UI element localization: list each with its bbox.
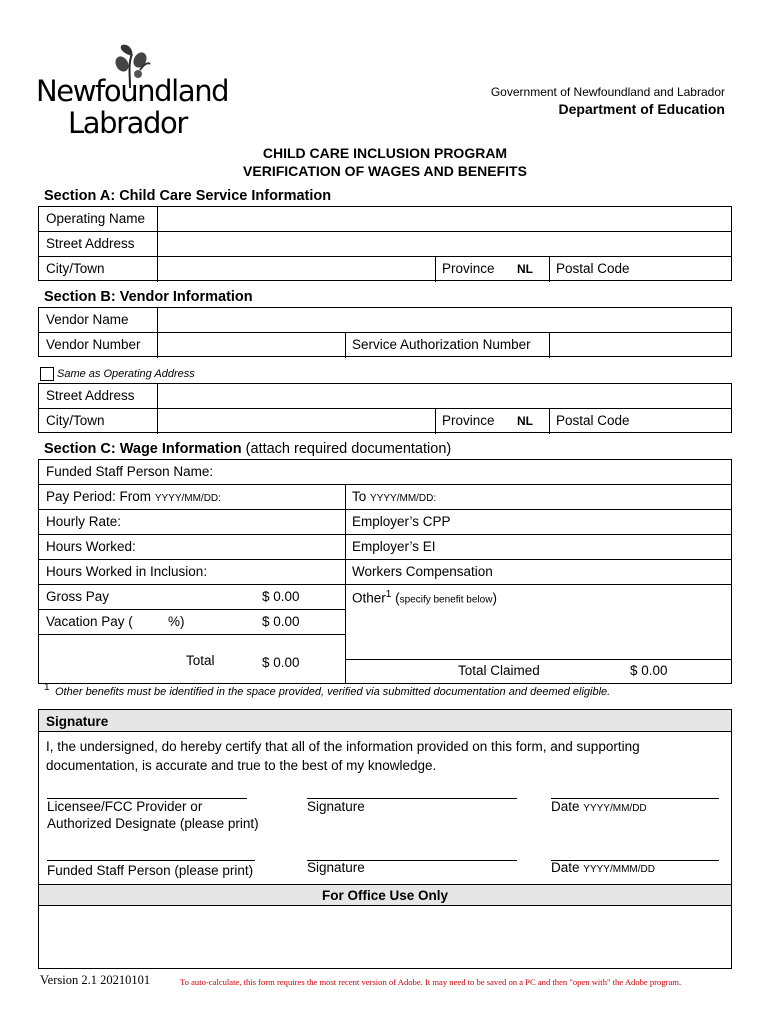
pay-period-from-label xyxy=(39,485,228,509)
logo-newfoundland: Newfoundland xyxy=(36,74,229,108)
licensee-label-2: Authorized Designate (please print) xyxy=(47,816,259,831)
hourly-rate-label: Hourly Rate: xyxy=(46,514,122,529)
vendor-postal-input[interactable] xyxy=(639,413,725,428)
vendor-city-label: City/Town xyxy=(46,413,105,428)
service-auth-input[interactable] xyxy=(555,337,725,352)
date-text-2: Date xyxy=(551,860,580,875)
date-format-2: YYYY/MMM/DD xyxy=(583,864,655,875)
pay-period-to-input[interactable] xyxy=(449,489,719,504)
vendor-province-value: NL xyxy=(517,414,533,428)
vendor-city-input[interactable] xyxy=(163,413,433,428)
total-value: $ 0.00 xyxy=(262,655,300,670)
province-label: Province xyxy=(442,261,495,276)
vacation-pay-row xyxy=(39,610,345,635)
office-use-area[interactable] xyxy=(45,910,723,964)
vendor-street-input[interactable] xyxy=(163,388,723,403)
vendor-address-table xyxy=(38,383,732,433)
total-claimed-divider xyxy=(345,659,731,660)
gross-pay-label: Gross Pay xyxy=(46,589,110,604)
signature-heading: Signature xyxy=(39,710,731,732)
employer-cpp-label: Employer’s CPP xyxy=(352,514,451,529)
vendor-street-label: Street Address xyxy=(46,388,135,403)
date-label-2 xyxy=(551,860,655,875)
pay-period-to-label xyxy=(345,485,443,509)
vacation-pay-label: Vacation Pay ( xyxy=(46,614,133,629)
section-b-table xyxy=(38,307,732,357)
employer-cpp-input[interactable] xyxy=(559,514,719,529)
from-format: YYYY/MM/DD: xyxy=(154,493,221,504)
employer-ei-input[interactable] xyxy=(559,539,719,554)
wage-table xyxy=(38,459,732,684)
city-town-input[interactable] xyxy=(163,261,433,276)
date-label-1 xyxy=(551,799,647,814)
pay-period-from-text: Pay Period: From xyxy=(46,489,152,504)
other-note: specify benefit below xyxy=(399,594,493,606)
total-label: Total xyxy=(186,653,215,668)
vacation-pct-label: %) xyxy=(168,614,185,629)
to-format: YYYY/MM/DD: xyxy=(370,493,437,504)
province-value: NL xyxy=(517,262,533,276)
office-use-heading: For Office Use Only xyxy=(39,884,731,906)
form-title-line1: CHILD CARE INCLUSION PROGRAM xyxy=(262,145,508,161)
other-note-open: ( xyxy=(395,590,400,606)
section-a-table xyxy=(38,206,732,281)
to-text: To xyxy=(352,489,367,504)
footnote-number: 1 xyxy=(44,682,50,693)
hourly-rate-input[interactable] xyxy=(149,514,339,529)
vendor-number-input[interactable] xyxy=(163,337,343,352)
gross-pay-value: $ 0.00 xyxy=(262,589,300,604)
date-text-1: Date xyxy=(551,799,580,814)
same-as-operating-checkbox[interactable] xyxy=(40,367,54,381)
total-claimed-value: $ 0.00 xyxy=(630,663,668,678)
date-format-1: YYYY/MM/DD xyxy=(583,803,647,814)
totals-block xyxy=(39,585,731,683)
section-a-heading: Section A: Child Care Service Information xyxy=(44,188,332,204)
operating-name-label: Operating Name xyxy=(46,211,146,226)
total-claimed-label: Total Claimed xyxy=(458,663,540,678)
certify-text: I, the undersigned, do hereby certify that all of the information provided on this form, and supporting documentation, is accurate and true to the best of my knowledge. xyxy=(46,739,640,773)
version-text: Version 2.1 20210101 xyxy=(40,973,151,987)
workers-comp-input[interactable] xyxy=(559,564,719,579)
form-title-line2: VERIFICATION OF WAGES AND BENEFITS xyxy=(243,163,527,179)
vendor-number-label: Vendor Number xyxy=(46,337,141,352)
hours-worked-label: Hours Worked: xyxy=(46,539,136,554)
funded-staff-label: Funded Staff Person Name: xyxy=(46,464,214,479)
section-c-title: Section C: Wage Information xyxy=(44,441,242,457)
city-town-label: City/Town xyxy=(46,261,105,276)
vendor-postal-label: Postal Code xyxy=(556,413,630,428)
other-benefit-input[interactable] xyxy=(351,609,721,647)
pay-period-from-input[interactable] xyxy=(229,489,339,504)
workers-comp-label: Workers Compensation xyxy=(352,564,493,579)
logo-labrador: Labrador xyxy=(68,106,187,140)
vendor-province-label: Province xyxy=(442,413,495,428)
employer-ei-label: Employer’s EI xyxy=(352,539,436,554)
vendor-name-label: Vendor Name xyxy=(46,312,129,327)
hours-worked-input[interactable] xyxy=(149,539,339,554)
other-footnote-marker: 1 xyxy=(385,589,392,600)
gross-pay-row xyxy=(39,585,345,610)
section-b-heading: Section B: Vendor Information xyxy=(44,289,253,305)
adobe-notice: To auto-calculate, this form requires the most recent version of Adobe. It may need to be saved on a PC and then "open with" the Adobe program. xyxy=(180,977,682,987)
footnote-text: Other benefits must be identified in the space provided, verified via submitted documentation and deemed eligible. xyxy=(55,686,611,698)
department-name: Department of Education xyxy=(558,101,725,117)
funded-staff-print-label: Funded Staff Person (please print) xyxy=(47,863,254,878)
section-c-heading xyxy=(44,441,451,457)
signature-label-1: Signature xyxy=(307,799,365,814)
funded-staff-input[interactable] xyxy=(219,464,719,479)
vacation-pay-value: $ 0.00 xyxy=(262,614,300,629)
other-note-close: ) xyxy=(492,590,497,606)
postal-code-input[interactable] xyxy=(639,261,725,276)
street-address-label: Street Address xyxy=(46,236,135,251)
street-address-input[interactable] xyxy=(163,236,723,251)
licensee-label-1: Licensee/FCC Provider or xyxy=(47,799,203,814)
vendor-name-input[interactable] xyxy=(163,312,723,327)
staff-print-line[interactable] xyxy=(47,860,255,861)
hours-inclusion-input[interactable] xyxy=(219,564,339,579)
same-as-operating-label: Same as Operating Address xyxy=(57,368,195,380)
other-text: Other xyxy=(352,590,386,606)
section-c-note: (attach required documentation) xyxy=(245,441,452,457)
postal-code-label: Postal Code xyxy=(556,261,630,276)
signature-box xyxy=(38,709,732,969)
signature-label-2: Signature xyxy=(307,860,365,875)
operating-name-input[interactable] xyxy=(163,211,723,226)
service-auth-label: Service Authorization Number xyxy=(352,337,531,352)
hours-inclusion-label: Hours Worked in Inclusion: xyxy=(46,564,208,579)
government-name: Government of Newfoundland and Labrador xyxy=(490,85,725,99)
other-label xyxy=(345,585,504,610)
